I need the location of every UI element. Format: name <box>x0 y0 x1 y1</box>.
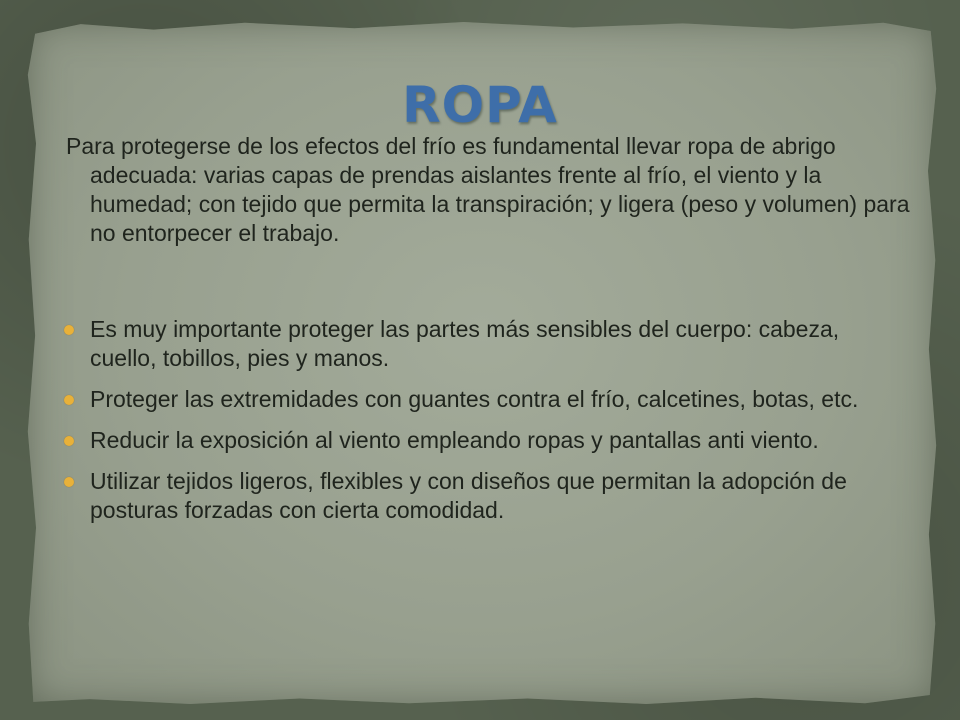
bullet-text: Proteger las extremidades con guantes contra el frío, calcetines, botas, etc. <box>90 386 859 412</box>
bullet-text: Es muy importante proteger las partes más sensibles del cuerpo: cabeza, cuello, tobillos, pies y manos. <box>90 316 840 371</box>
bullet-text: Reducir la exposición al viento empleando ropas y pantallas anti viento. <box>90 427 819 453</box>
bullet-dot-icon <box>64 436 74 446</box>
intro-paragraph: Para protegerse de los efectos del frío es fundamental llevar ropa de abrigo adecuada: varias capas de prendas aislantes frente al frío, el viento y la humedad; con tejido que permita la transpiración; y ligera (peso y volumen) para no entorpecer el trabajo. <box>66 133 910 246</box>
bullet-text: Utilizar tejidos ligeros, flexibles y con diseños que permitan la adopción de posturas forzadas con cierta comodidad. <box>90 468 847 523</box>
bullet-item-viento <box>62 426 902 455</box>
bullet-list <box>62 315 902 537</box>
bullet-item-tejidos <box>62 467 902 525</box>
bullet-dot-icon <box>64 395 74 405</box>
bullet-item-extremidades <box>62 385 902 414</box>
slide-title: ROPA <box>402 76 558 134</box>
bullet-item-cuerpo <box>62 315 902 373</box>
bullet-dot-icon <box>64 477 74 487</box>
bullet-dot-icon <box>64 325 74 335</box>
